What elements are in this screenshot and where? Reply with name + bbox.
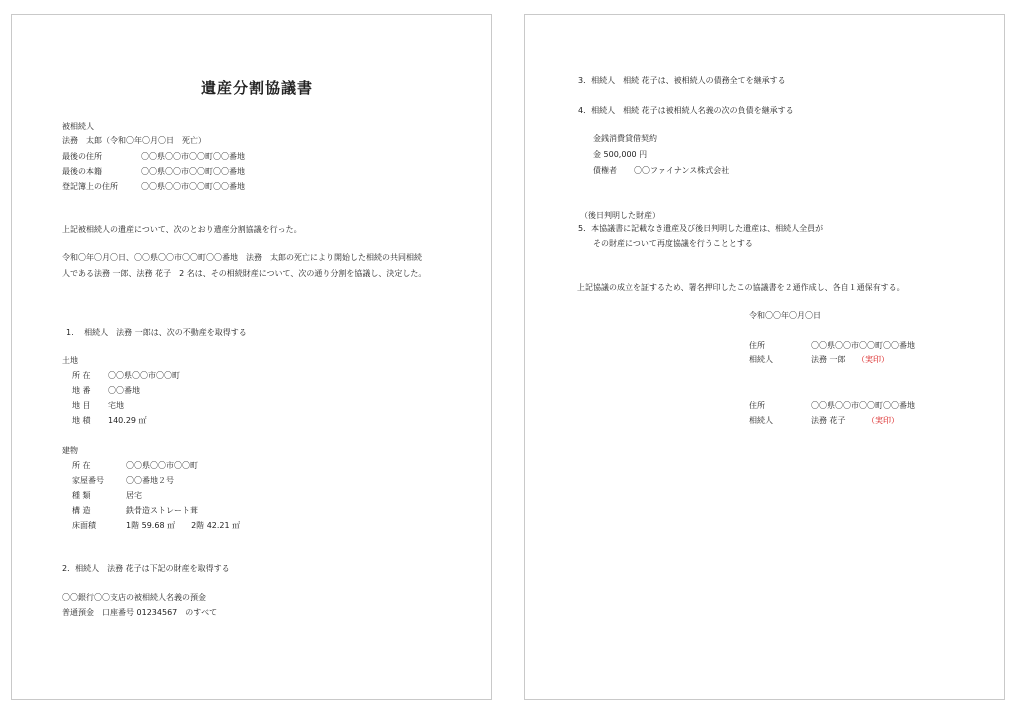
land-heading: 土地	[62, 356, 78, 365]
document-page-2	[524, 14, 1005, 700]
bank-line: 〇〇銀行〇〇支店の被相続人名義の預金	[62, 593, 206, 602]
decedent-row-label: 最後の本籍	[62, 167, 102, 176]
document-title: 遺産分割協議書	[201, 79, 314, 97]
building-row-value: 居宅	[126, 491, 142, 500]
building-row-label: 床面積	[72, 521, 96, 530]
item-5-line: その財産について再度協議を行うこととする	[593, 239, 753, 248]
land-row-value: 宅地	[108, 401, 124, 410]
building-row-value: 〇〇県〇〇市〇〇町	[126, 461, 198, 470]
signer-name: 法務 花子	[811, 416, 846, 425]
building-row-label: 構 造	[72, 506, 91, 515]
land-row-label: 地 番	[72, 386, 91, 395]
land-row-label: 地 積	[72, 416, 91, 425]
decedent-row-label: 登記簿上の住所	[62, 182, 118, 191]
building-heading: 建物	[62, 446, 78, 455]
decedent-heading: 被相続人	[62, 122, 94, 131]
item-5-line: 5．本協議書に記載なき遺産及び後日判明した遺産は、相続人全員が	[578, 224, 824, 233]
intro-text: 上記被相続人の遺産について、次のとおり遺産分割協議を行った。	[62, 225, 302, 234]
building-row-label: 種 類	[72, 491, 91, 500]
land-row-label: 地 目	[72, 401, 91, 410]
closing-text: 上記協議の成立を証するため、署名押印したこの協議書を２通作成し、各自１通保有する。	[577, 283, 905, 292]
body-line: 人である法務 一郎、法務 花子 2 名は、その相続財産について、次の通り分割を協議し、決定した。	[62, 269, 427, 278]
land-row-value: 140.29 ㎡	[108, 416, 147, 425]
signer-address: 〇〇県〇〇市〇〇町〇〇番地	[811, 341, 915, 350]
land-row-label: 所 在	[72, 371, 91, 380]
building-row-value: 鉄骨造ストレート葺	[126, 506, 198, 515]
decedent-row-value: 〇〇県〇〇市〇〇町〇〇番地	[141, 167, 245, 176]
decedent-name-line: 法務 太郎（令和〇年〇月〇日 死亡）	[62, 136, 206, 145]
item-1-heading: 1. 相続人 法務 一郎は、次の不動産を取得する	[66, 328, 247, 337]
creditor-label: 債権者	[593, 166, 617, 175]
debt-line: 金銭消費貸借契約	[593, 134, 657, 143]
signer-address-label: 住所	[749, 341, 765, 350]
agreement-date: 令和〇〇年〇月〇日	[749, 311, 821, 320]
decedent-row-value: 〇〇県〇〇市〇〇町〇〇番地	[141, 182, 245, 191]
signer-role: 相続人	[749, 355, 773, 364]
debt-line: 金 500,000 円	[593, 150, 648, 159]
seal-mark: （実印）	[867, 416, 899, 425]
seal-mark: （実印）	[857, 355, 889, 364]
building-row-value: 1階 59.68 ㎡ 2階 42.21 ㎡	[126, 521, 241, 530]
document-page-1	[11, 14, 492, 700]
item-3-heading: 3．相続人 相続 花子は、被相続人の債務全てを継承する	[578, 76, 786, 85]
signer-name: 法務 一郎	[811, 355, 846, 364]
body-line: 令和〇年〇月〇日、〇〇県〇〇市〇〇町〇〇番地 法務 太郎の死亡により開始した相続の共同相続	[62, 253, 422, 262]
item-2-heading: 2．相続人 法務 花子は下記の財産を取得する	[62, 564, 230, 573]
signer-role: 相続人	[749, 416, 773, 425]
land-row-value: 〇〇番地	[108, 386, 140, 395]
land-row-value: 〇〇県〇〇市〇〇町	[108, 371, 180, 380]
decedent-row-value: 〇〇県〇〇市〇〇町〇〇番地	[141, 152, 245, 161]
later-found-heading: （後日判明した財産）	[580, 211, 660, 220]
item-4-heading: 4．相続人 相続 花子は被相続人名義の次の負債を継承する	[578, 106, 794, 115]
signer-address-label: 住所	[749, 401, 765, 410]
bank-line: 普通預金 口座番号 01234567 のすべて	[62, 608, 218, 617]
signer-address: 〇〇県〇〇市〇〇町〇〇番地	[811, 401, 915, 410]
creditor-value: 〇〇ファイナンス株式会社	[634, 166, 730, 175]
building-row-value: 〇〇番地２号	[126, 476, 174, 485]
building-row-label: 家屋番号	[72, 476, 104, 485]
building-row-label: 所 在	[72, 461, 91, 470]
decedent-row-label: 最後の住所	[62, 152, 102, 161]
